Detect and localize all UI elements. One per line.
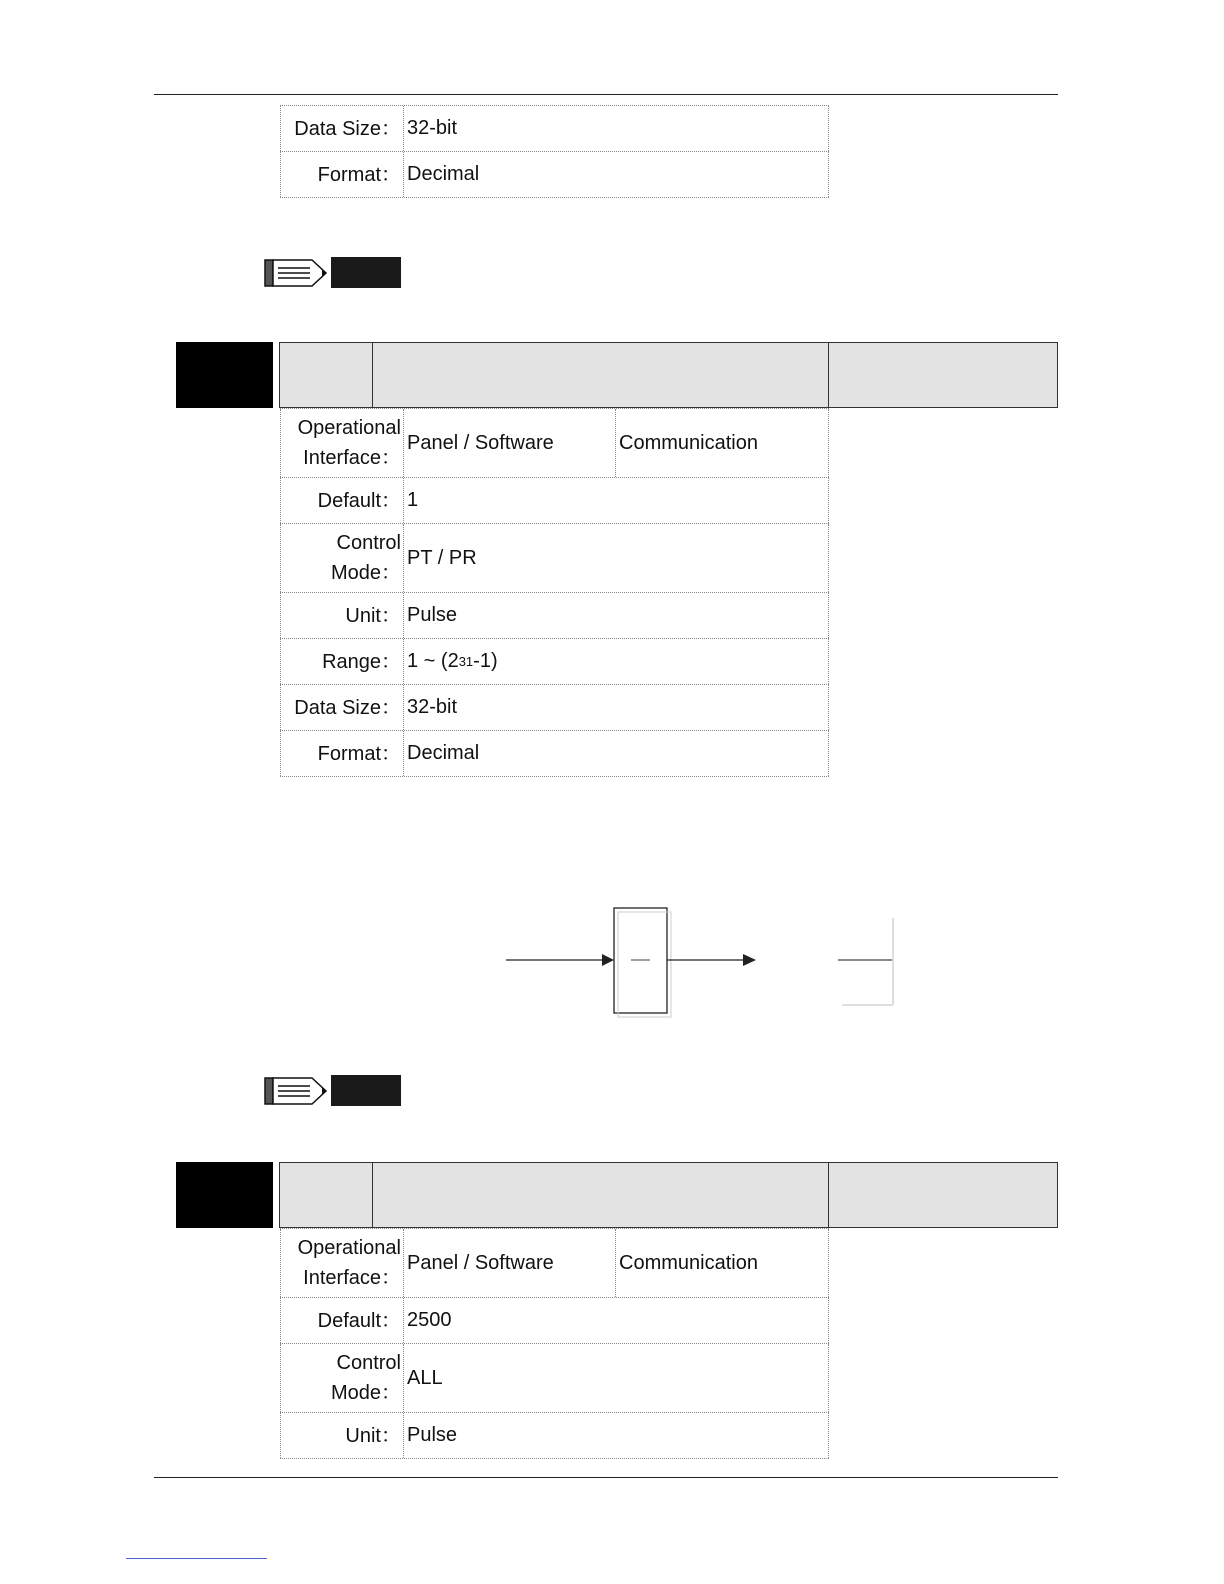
table-row [280, 639, 829, 685]
control-mode-value: PT / PR [404, 524, 829, 592]
range-label: Range： [280, 639, 404, 684]
label-line: Interface： [303, 447, 401, 469]
label-line: Operational [297, 417, 401, 439]
label-line: Mode： [330, 1382, 401, 1404]
parameter-table [280, 408, 829, 777]
table-row [280, 1413, 829, 1459]
unit-value: Pulse [404, 593, 829, 638]
parameter-code-block [176, 342, 273, 408]
panel-software-value: Panel / Software [404, 409, 616, 477]
label-line: Control [336, 532, 401, 554]
table-row [280, 1229, 829, 1298]
table-row [280, 1298, 829, 1344]
header-cell-address [279, 342, 373, 408]
note-tag [331, 1075, 401, 1106]
label-line: Operational [297, 1237, 401, 1259]
header-cell-name [372, 342, 829, 408]
format-label: Format： [280, 152, 404, 197]
format-value: Decimal [404, 152, 829, 197]
format-value: Decimal [404, 731, 829, 776]
table-row [280, 685, 829, 731]
label-line: Mode： [330, 562, 401, 584]
header-cell-reference [828, 1162, 1058, 1228]
parameter-header [176, 1162, 1058, 1228]
header-cell-name [372, 1162, 829, 1228]
table-row [280, 478, 829, 524]
unit-label: Unit： [280, 593, 404, 638]
data-size-value: 32-bit [404, 685, 829, 730]
header-cell-reference [828, 342, 1058, 408]
footer-link-underline [126, 1558, 267, 1559]
note-marker [264, 256, 404, 290]
table-row [280, 152, 829, 198]
label-line: Interface： [303, 1267, 401, 1289]
range-prefix: 1 ~ (2 [407, 650, 459, 672]
table-row [280, 731, 829, 777]
data-size-label: Data Size： [280, 106, 404, 151]
panel-software-value: Panel / Software [404, 1229, 616, 1297]
control-mode-value: ALL [404, 1344, 829, 1412]
format-label: Format： [280, 731, 404, 776]
parameter-header [176, 342, 1058, 408]
data-size-label: Data Size： [280, 685, 404, 730]
output-arrowhead [743, 954, 756, 966]
range-suffix: -1) [473, 650, 498, 672]
note-tag [331, 257, 401, 288]
table-row [280, 524, 829, 593]
table-row [280, 1344, 829, 1413]
header-rule [154, 94, 1058, 95]
parameter-code-block [176, 1162, 273, 1228]
control-mode-label [280, 1344, 404, 1412]
range-value [404, 639, 829, 684]
parameter-table [280, 1228, 829, 1459]
parameter-table-continued [280, 105, 829, 198]
note-marker [264, 1074, 404, 1108]
pencil-note-icon [264, 1074, 330, 1108]
footer-rule [154, 1477, 1058, 1478]
default-label: Default： [280, 1298, 404, 1343]
control-mode-label [280, 524, 404, 592]
operational-interface-label [280, 1229, 404, 1297]
unit-label: Unit： [280, 1413, 404, 1458]
data-size-value: 32-bit [404, 106, 829, 151]
default-label: Default： [280, 478, 404, 523]
input-arrowhead [602, 954, 614, 966]
communication-value: Communication [616, 409, 829, 477]
header-cell-address [279, 1162, 373, 1228]
table-row [280, 106, 829, 152]
gear-ratio-diagram [500, 900, 900, 1020]
pencil-note-icon [264, 256, 330, 290]
default-value: 2500 [404, 1298, 829, 1343]
table-row [280, 593, 829, 639]
default-value: 1 [404, 478, 829, 523]
range-exponent: 31 [458, 654, 474, 669]
unit-value: Pulse [404, 1413, 829, 1458]
table-row [280, 409, 829, 478]
operational-interface-label [280, 409, 404, 477]
label-line: Control [336, 1352, 401, 1374]
communication-value: Communication [616, 1229, 829, 1297]
